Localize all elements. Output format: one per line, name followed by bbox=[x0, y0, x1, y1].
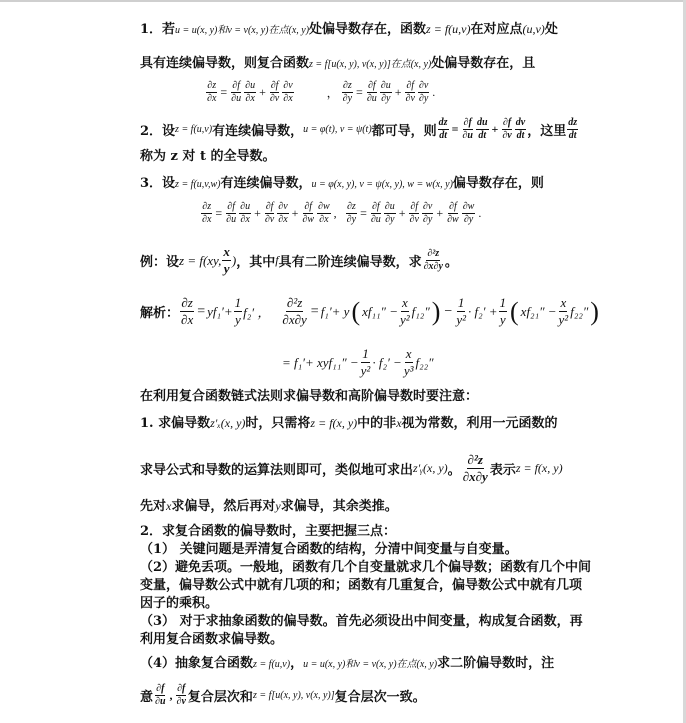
note-2-item-2-line-1 bbox=[140, 559, 591, 577]
text: （1） 关键问题是弄清复合函数的结构，分清中间变量与自变量。 bbox=[140, 542, 518, 557]
math-inline: z'ᵧ(x, y) bbox=[413, 461, 448, 475]
top-border bbox=[0, 0, 686, 2]
text: 。 bbox=[444, 255, 458, 270]
math-inline: x bbox=[396, 416, 402, 430]
text: 解析： bbox=[140, 306, 180, 321]
math-inline: u = u(x, y)和v = v(x, y)在点(x, y) bbox=[303, 659, 438, 670]
text: （2）避免丢项。一般地，函数有几个自变量就求几个偏导数；函数有几个中间 bbox=[140, 560, 592, 575]
note-2-item-2-line-3 bbox=[140, 595, 218, 613]
text: 都可导，则 bbox=[371, 124, 437, 139]
para-1-line-1 bbox=[140, 20, 558, 40]
text: 复合层次一致。 bbox=[334, 690, 426, 705]
text: 2．设 bbox=[140, 124, 176, 139]
text: 在对应点 bbox=[470, 22, 523, 37]
para-2-line-1: 2．设 z = f(u,v) 有连续偏导数， u = φ(t), v = ψ(t) 都可导，则 $\frac{dz}{dt}$ = $\frac{\partial f}{\partial u}$ $\frac{du}{dt}$ + $\frac{\partial f}{\partial v}$ $\frac{dv}{dt}$ ，这里 $\frac{dz}{dt}$ bbox=[140, 117, 578, 141]
text: ， bbox=[290, 656, 304, 671]
math-inline: x bbox=[166, 499, 172, 513]
note-2-item-3-line-2 bbox=[140, 631, 283, 649]
note-2-item-4-line-2: 意 $\frac{\partial f}{\partial u}$ , $\frac{\partial f}{\partial v}$ 复合层次和 z = f[u(x, y), v(x, y)] 复合层次一致。 bbox=[140, 683, 426, 707]
text: 称为 z 对 t 的全导数。 bbox=[140, 149, 276, 164]
text: 因子的乘积。 bbox=[140, 596, 219, 611]
text: 变量，偏导数公式中就有几项的和；函数有几重复合，偏导数公式中就有几项 bbox=[140, 578, 583, 593]
math-inline: y bbox=[275, 499, 281, 513]
text: 求导公式和导数的运算法则即可，类似地可求出 bbox=[140, 463, 414, 478]
example-line: 例：设 z = f(xy, $\frac{x}{y}$ ) ，其中 f 具有二阶连续偏导数，求 $\frac{\text{∂²z}}{\partial x\partial y}$ 。 bbox=[140, 244, 458, 276]
text: 有连续偏导数， bbox=[212, 124, 304, 139]
note-2-item-1 bbox=[140, 541, 518, 559]
math-inline: u = φ(t), v = ψ(t) bbox=[303, 124, 372, 135]
note-2-item-4-line-1 bbox=[140, 655, 554, 674]
text: 具有连续偏导数，则复合函数 bbox=[140, 56, 310, 71]
math-inline: z = f(x, y) bbox=[515, 461, 563, 475]
math-inline: u = φ(x, y), v = ψ(x, y), w = w(x, y) bbox=[311, 179, 453, 190]
math-inline: z = f(u,v) bbox=[175, 124, 213, 135]
math-inline: f bbox=[275, 253, 279, 267]
text: 表示 bbox=[489, 463, 516, 478]
text: 处偏导数存在，且 bbox=[431, 56, 536, 71]
text: 求偏导，然后再对 bbox=[171, 499, 276, 514]
math-inline: z'ₓ(x, y) bbox=[210, 416, 246, 430]
text: 1. 求偏导数 bbox=[140, 416, 211, 431]
text: （4）抽象复合函数 bbox=[140, 656, 254, 671]
para-2-line-2 bbox=[140, 148, 276, 166]
text: 时，只需将 bbox=[245, 416, 311, 431]
equation-chain-rule-3var: $\frac{\partial z}{\partial x}$ = $\frac{\partial f}{\partial u}$ $\frac{\partial u}{\partial x}$ + $\frac{\partial f}{\partial v}$ $\frac{\partial v}{\partial x}$ + $\frac{\partial f}{\partial w}$ $\frac{\partial w}{\partial x}$ , $\frac{\partial z}{\partial y}$ = $\frac{\partial f}{\partial u}$ $\frac{\partial u}{\partial y}$ + $\frac{\partial f}{\partial v}$ $\frac{\partial v}{\partial y}$ + $\frac{\partial f}{\partial w}$ $\frac{\partial w}{\partial y}$ . bbox=[202, 201, 482, 225]
math-inline: z = f(x, y) bbox=[310, 416, 358, 430]
para-3-line-1 bbox=[140, 175, 544, 194]
text: 例：设 bbox=[140, 255, 180, 270]
math-inline: (u,v) bbox=[522, 22, 545, 36]
text: 中的非 bbox=[357, 416, 397, 431]
text: ，这里 bbox=[527, 124, 567, 139]
text: 3．设 bbox=[140, 176, 176, 191]
text: 利用复合函数求偏导数。 bbox=[140, 632, 284, 647]
text: 1．若 bbox=[140, 22, 176, 37]
math-inline: z = f[u(x, y), v(x, y)]在点(x, y) bbox=[309, 59, 432, 70]
note-2-item-2-line-2 bbox=[140, 577, 582, 595]
equation-chain-rule-2var: $\frac{\partial z}{\partial x}$ = $\frac{\partial f}{\partial u}$ $\frac{\partial u}{\partial x}$ + $\frac{\partial f}{\partial v}$ $\frac{\partial v}{\partial x}$ ， $\frac{\partial z}{\partial y}$ = $\frac{\partial f}{\partial u}$ $\frac{\partial u}{\partial y}$ + $\frac{\partial f}{\partial v}$ $\frac{\partial v}{\partial y}$ . bbox=[207, 80, 436, 104]
note-1-line-1 bbox=[140, 414, 558, 433]
text: 在利用复合函数链式法则求偏导数和高阶偏导数时要注意： bbox=[140, 389, 479, 404]
math-inline: u = u(x, y)和v = v(x, y)在点(x, y) bbox=[175, 25, 310, 36]
text: 2．求复合函数的偏导数时，主要把握三点： bbox=[140, 524, 397, 539]
text: 具有二阶连续偏导数，求 bbox=[278, 255, 422, 270]
math-inline: z = f(u,v,w) bbox=[175, 179, 221, 190]
note-1-line-2: 求导公式和导数的运算法则即可，类似地可求出 z'ᵧ(x, y) 。 $\frac{\text{∂²z}}{\partial x\partial y}$ 表示 z = f(x, y) bbox=[140, 452, 563, 484]
math-inline: z = f[u(x, y), v(x, y)] bbox=[252, 690, 335, 701]
text: 有连续偏导数， bbox=[220, 176, 312, 191]
para-1-line-2 bbox=[140, 55, 535, 74]
solution-line-2: = f₁′+ xyf₁₁″ − $\frac{1}{\text{y²}}$ · f₂′ − $\frac{x}{\text{y³}}$ f₂₂″ bbox=[282, 346, 434, 378]
text: 处 bbox=[544, 22, 558, 37]
solution-line-1: 解析： $\frac{\partial z}{\partial x}$ = yf₁′+ $\frac{1}{y}$ f₂′ ， $\frac{\text{∂²z}}{\partial x\partial y}$ = f₁′+ y ( xf₁₁″ − $\frac{x}{\text{y²}}$ f₁₂″ ) − $\frac{1}{\text{y²}}$ · f₂′ + $\frac{1}{y}$ ( xf₂₁″ − $\frac{x}{\text{y²}}$ f₂₂″ ) bbox=[140, 295, 599, 327]
text: ，其中 bbox=[236, 255, 276, 270]
math-inline: z = f(u,v) bbox=[253, 659, 291, 670]
text: 复合层次和 bbox=[187, 690, 253, 705]
text: 视为常数，利用一元函数的 bbox=[401, 416, 558, 431]
math-inline: z = f(u,v) bbox=[426, 22, 471, 36]
text: 处偏导数存在，函数 bbox=[309, 22, 427, 37]
note-1-line-3 bbox=[140, 497, 398, 516]
text: 意 bbox=[140, 690, 154, 705]
notes-heading bbox=[140, 388, 478, 406]
text: 先对 bbox=[140, 499, 167, 514]
note-2-item-3-line-1 bbox=[140, 613, 583, 631]
text: 偏导数存在，则 bbox=[452, 176, 544, 191]
text: （3） 对于求抽象函数的偏导数。首先必须设出中间变量，构成复合函数，再 bbox=[140, 614, 583, 629]
note-2-heading bbox=[140, 523, 396, 541]
text: 。 bbox=[447, 463, 461, 478]
text: 求偏导，其余类推。 bbox=[280, 499, 398, 514]
text: 求二阶偏导数时，注 bbox=[437, 656, 555, 671]
